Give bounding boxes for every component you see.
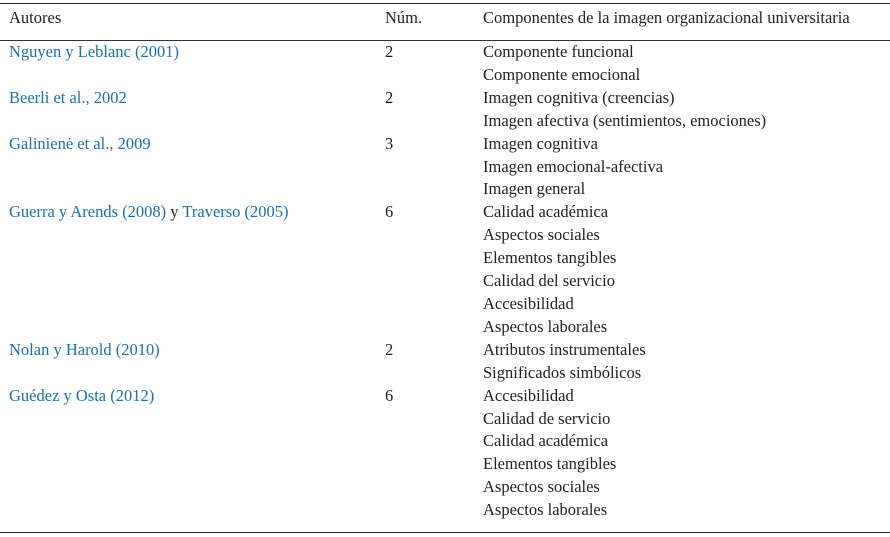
author-cell [0,133,385,202]
component-item: Calidad del servicio [483,271,615,291]
author-cell [0,339,385,385]
table-row [0,201,890,338]
component-item: Accesibilidad [483,293,574,313]
table-row [0,38,890,87]
component-item: Calidad de servicio [483,408,611,428]
author-cell [0,38,385,87]
table-header-row [0,0,890,38]
components-cell [483,87,890,133]
component-item: Aspectos sociales [483,477,600,497]
citation-link[interactable]: Nguyen y Leblanc (2001) [9,42,179,61]
header-authors: Autores [9,8,62,27]
components-cell [483,38,890,87]
author-cell [0,201,385,338]
citation-link[interactable]: Nolan y Harold (2010) [9,339,160,359]
component-item: Imagen afectiva (sentimientos, emociones) [483,110,767,130]
component-item: Imagen cognitiva (creencias) [483,87,675,107]
table-row [0,385,890,522]
citation-link[interactable]: Traverso (2005) [182,202,289,222]
author-cell [0,385,385,522]
component-item: Imagen general [483,179,586,199]
num-cell: 2 [385,87,394,107]
table-row [0,133,890,202]
num-cell: 2 [385,339,394,359]
component-item: Aspectos laborales [483,316,608,336]
component-item: Aspectos laborales [483,500,608,520]
table-row [0,87,890,133]
table-body [0,38,890,522]
citation-link[interactable]: Beerli et al., 2002 [9,87,127,107]
citation-link[interactable]: Guédez y Osta (2012) [9,385,155,405]
component-item: Elementos tangibles [483,454,617,474]
components-cell [483,201,890,338]
component-item: Calidad académica [483,202,609,222]
component-item: Componente funcional [483,42,634,61]
component-item: Imagen cognitiva [483,133,599,153]
num-cell: 2 [385,42,394,61]
citation-link[interactable]: Galinienė et al., 2009 [9,133,151,153]
components-cell [483,133,890,202]
components-cell [483,385,890,522]
num-cell: 3 [385,133,394,153]
num-cell: 6 [385,385,394,405]
component-item: Imagen emocional-afectiva [483,156,664,176]
component-item: Aspectos sociales [483,225,600,245]
component-item: Significados simbólicos [483,362,642,382]
component-item: Elementos tangibles [483,248,617,268]
table-bottom-rule [0,532,890,533]
components-cell [483,339,890,385]
author-cell [0,87,385,133]
header-num: Núm. [385,8,423,27]
component-item: Accesibilidad [483,385,574,405]
author-conjunction: y [166,202,183,222]
header-components: Componentes de la imagen organizacional universitaria [483,8,850,27]
table-row [0,339,890,385]
citation-link[interactable]: Guerra y Arends (2008) [9,202,167,222]
component-item: Atributos instrumentales [483,339,646,359]
component-item: Calidad académica [483,431,609,451]
num-cell: 6 [385,202,394,222]
component-item: Componente emocional [483,64,641,84]
